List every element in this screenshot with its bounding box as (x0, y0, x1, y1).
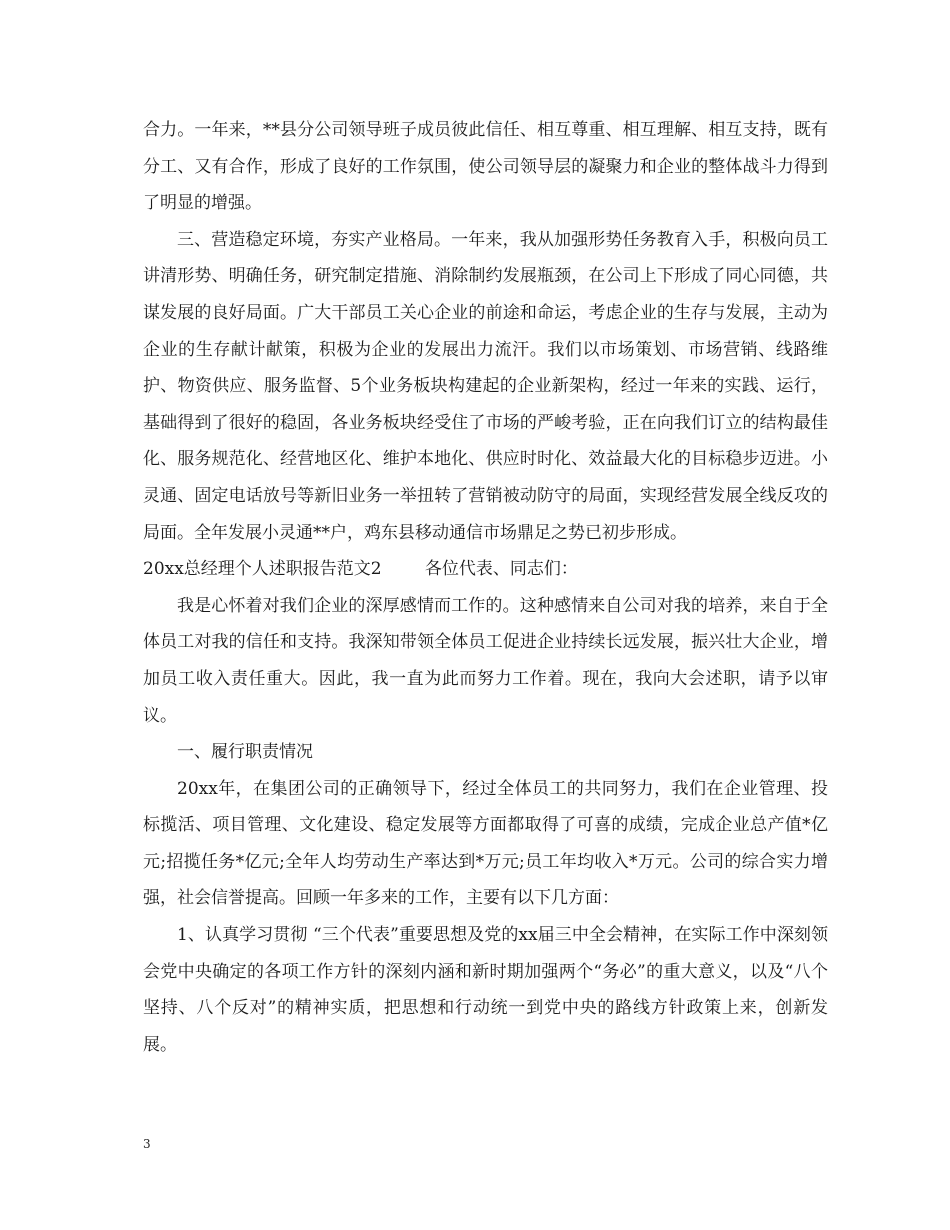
page-number: 3 (143, 1137, 151, 1151)
document-body (143, 112, 828, 1063)
paragraph-2: 三、营造稳定环境，夯实产业格局。一年来，我从加强形势任务教育入手，积极向员工讲清形势、明确任务，研究制定措施、消除制约发展瓶颈，在公司上下形成了同心同德，共谋发展的良好局面。广大干部员工关心企业的前途和命运，考虑企业的生存与发展，主动为企业的生存献计献策，积极为企业的发展出力流汗。我们以市场策划、市场营销、线路维护、物资供应、服务监督、5个业务板块构建起的企业新架构，经过一年来的实践、运行，基础得到了很好的稳固，各业务板块经受住了市场的严峻考验，正在向我们订立的结构最佳化、服务规范化、经营地区化、维护本地化、供应时时化、效益最大化的目标稳步迈进。小灵通、固定电话放号等新旧业务一举扭转了营销被动防守的局面，实现经营发展全线反攻的局面。全年发展小灵通**户，鸡东县移动通信市场鼎足之势已初步形成。 (143, 229, 828, 543)
paragraph-5: 20xx年，在集团公司的正确领导下，经过全体员工的共同努力，我们在企业管理、投标揽活、项目管理、文化建设、稳定发展等方面都取得了可喜的成绩，完成企业总产值*亿元;招揽任务*亿元;全年人均劳动生产率达到*万元;员工年均收入*万元。公司的综合实力增强，社会信誉提高。回顾一年多来的工作，主要有以下几方面： (143, 778, 828, 909)
paragraph-6: 1、认真学习贯彻 “三个代表”重要思想及党的xx届三中全会精神，在实际工作中深刻领会党中央确定的各项工作方针的深刻内涵和新时期加强两个“务必”的重大意义，以及“八个坚持、八个反对”的精神实质，把思想和行动统一到党中央的路线方针政策上来，创新发展。 (143, 925, 828, 1055)
paragraph-1: 合力。一年来，**县分公司领导班子成员彼此信任、相互尊重、相互理解、相互支持，既有分工、又有合作，形成了良好的工作氛围，使公司领导层的凝聚力和企业的整体战斗力得到了明显的增强。 (143, 120, 828, 214)
paragraph-3: 我是心怀着对我们企业的深厚感情而工作的。这种感情来自公司对我的培养，来自于全体员工对我的信任和支持。我深知带领全体员工促进企业持续长远发展，振兴壮大企业，增加员工收入责任重大。因此，我一直为此而努力工作着。现在，我向大会述职，请予以审议。 (143, 595, 828, 726)
section-heading: 20xx总经理个人述职报告范文2 各位代表、同志们： (143, 559, 578, 580)
paragraph-4: 一、履行职责情况 (177, 742, 313, 763)
